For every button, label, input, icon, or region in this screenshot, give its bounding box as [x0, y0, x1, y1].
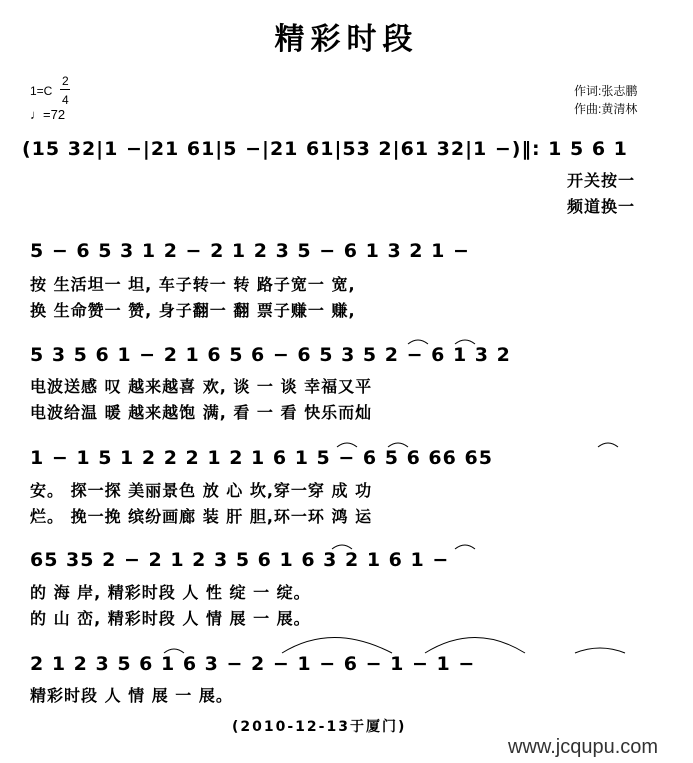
notes-row-1: (15 32|1 −|21 61|5 −|21 61|53 2|61 32|1 −)‖: 1 5 6 1	[22, 138, 628, 160]
notes-row-2: 5 − 6 5 3 1 2 − 2 1 2 3 5 − 6 1 3 2 1 −	[30, 240, 470, 262]
lyrics-row-5-verse-2: 的 山 峦, 精彩时段 人 情 展 一 展。	[30, 609, 311, 628]
lyrics-row-3-verse-2: 电波给温 暖 越来越饱 满, 看 一 看 快乐而灿	[30, 403, 373, 422]
tempo-marking: ♩=72	[30, 107, 66, 122]
date-location-footer: (2010-12-13于厦门)	[232, 719, 407, 735]
lyrics-row-6: 精彩时段 人 情 展 一 展。	[30, 686, 233, 705]
lyrics-row-4-verse-2: 烂。 挽一挽 缤纷画廊 装 肝 胆,环一环 鸿 运	[30, 507, 373, 526]
composer-credit: 作曲:黄清林	[574, 102, 638, 116]
lyrics-row-5-verse-1: 的 海 岸, 精彩时段 人 性 绽 一 绽。	[30, 583, 311, 602]
time-signature-denominator: 4	[62, 93, 69, 107]
notes-row-3: 5 3 5 6 1 − 2 1 6 5 6 − 6 5 3 5 2 − 6 1 3 2	[30, 344, 511, 366]
page-title: 精彩时段	[274, 22, 419, 57]
time-signature-numerator: 2	[62, 74, 69, 88]
slur	[282, 638, 392, 654]
lyrics-row-2-verse-1: 按 生活坦一 坦, 车子转一 转 路子宽一 宽,	[30, 275, 356, 294]
lyrics-row-4-verse-1: 安。 探一探 美丽景色 放 心 坎,穿一穿 成 功	[30, 481, 373, 500]
slur	[575, 648, 625, 653]
slur	[455, 545, 475, 549]
lyrics-row-3-verse-1: 电波送感 叹 越来越喜 欢, 谈 一 谈 幸福又平	[30, 377, 373, 396]
lyrics-row-1-verse-1: 开关按一	[567, 171, 636, 190]
time-signature-rule	[60, 89, 70, 90]
notes-row-5: 65 35 2 − 2 1 2 3 5 6 1 6 3 2 1 6 1 −	[30, 549, 450, 571]
slur	[598, 443, 618, 447]
lyrics-row-2-verse-2: 换 生命赞一 赞, 身子翻一 翻 票子赚一 赚,	[30, 301, 356, 320]
site-watermark: www.jcqupu.com	[508, 736, 659, 758]
slur	[425, 638, 525, 654]
key-signature: 1=C	[30, 84, 53, 98]
notes-row-4: 1 − 1 5 1 2 2 2 1 2 1 6 1 5 − 6 5 6 66 65	[30, 447, 493, 469]
lyrics-row-1-verse-2: 频道换一	[567, 197, 636, 216]
notes-row-6: 2 1 2 3 5 6 1 6 3 − 2 − 1 − 6 − 1 − 1 −	[30, 653, 476, 675]
lyricist-credit: 作词:张志鹏	[574, 84, 638, 98]
